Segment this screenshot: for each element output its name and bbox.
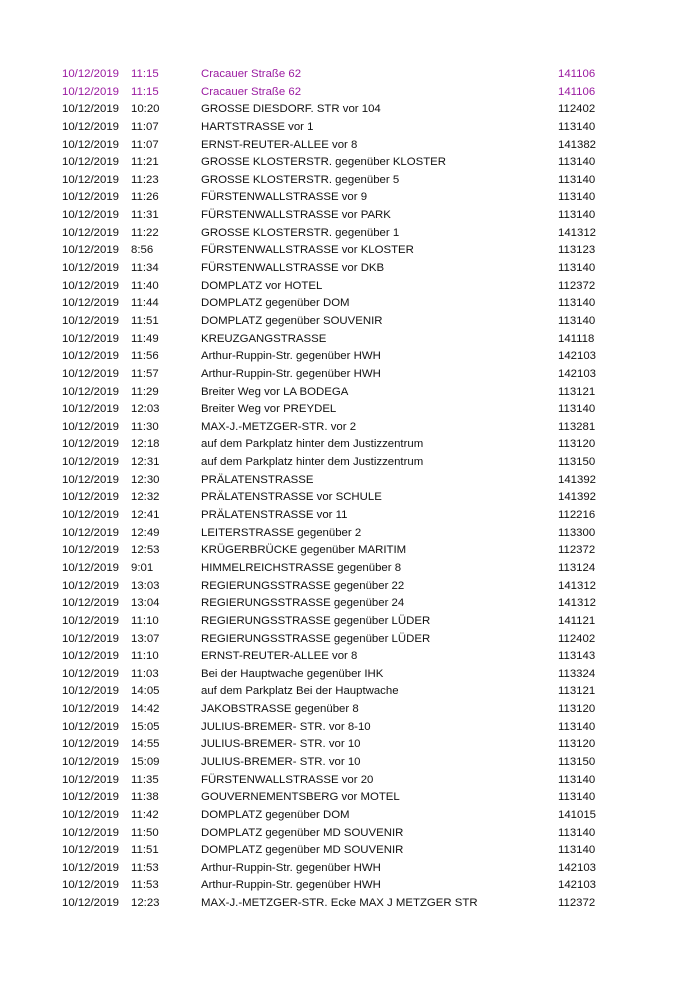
record-location: KRÜGERBRÜCKE gegenüber MARITIM	[201, 544, 407, 557]
record-time: 11:26	[131, 191, 159, 204]
record-code: 113140	[558, 209, 596, 222]
record-location: FÜRSTENWALLSTRASSE vor DKB	[201, 262, 385, 275]
record-location: Arthur-Ruppin-Str. gegenüber HWH	[201, 367, 381, 380]
record-time: 13:03	[131, 579, 160, 592]
record-date: 10/12/2019	[62, 420, 120, 433]
record-row	[0, 701, 700, 719]
record-code: 113140	[558, 297, 596, 310]
record-date: 10/12/2019	[62, 879, 120, 892]
record-time: 11:23	[131, 173, 159, 186]
record-row	[0, 895, 700, 913]
record-code: 141312	[558, 579, 597, 592]
record-code: 113140	[558, 844, 596, 857]
record-code: 141312	[558, 226, 597, 239]
record-time: 11:44	[131, 297, 159, 310]
record-time: 12:31	[131, 456, 160, 469]
record-location: Bei der Hauptwache gegenüber IHK	[201, 667, 384, 680]
record-row	[0, 719, 700, 737]
record-row	[0, 207, 700, 225]
record-date: 10/12/2019	[62, 544, 120, 557]
record-time: 9:01	[131, 561, 154, 574]
record-code: 113281	[558, 420, 596, 433]
record-time: 11:51	[131, 844, 159, 857]
record-location: GROSSE KLOSTERSTR. gegenüber 5	[201, 173, 400, 186]
record-date: 10/12/2019	[62, 650, 120, 663]
record-location: HIMMELREICHSTRASSE gegenüber 8	[201, 561, 402, 574]
record-location: MAX-J.-METZGER-STR. Ecke MAX J METZGER STR	[201, 897, 478, 910]
record-date: 10/12/2019	[62, 667, 120, 680]
record-location: KREUZGANGSTRASSE	[201, 332, 327, 345]
record-time: 11:07	[131, 138, 159, 151]
record-date: 10/12/2019	[62, 385, 120, 398]
record-code: 113120	[558, 438, 596, 451]
record-location: Cracauer Straße 62	[201, 68, 302, 80]
record-row	[0, 542, 700, 560]
record-row	[0, 154, 700, 172]
record-code: 113121	[558, 685, 596, 698]
record-location: LEITERSTRASSE gegenüber 2	[201, 526, 362, 539]
record-location: Arthur-Ruppin-Str. gegenüber HWH	[201, 879, 381, 892]
record-location: Arthur-Ruppin-Str. gegenüber HWH	[201, 861, 381, 874]
record-date: 10/12/2019	[62, 332, 120, 345]
record-date: 10/12/2019	[62, 808, 120, 821]
record-time: 11:50	[131, 826, 159, 839]
record-date: 10/12/2019	[62, 456, 120, 469]
record-code: 112372	[558, 544, 596, 557]
record-row	[0, 172, 700, 190]
record-row	[0, 613, 700, 631]
record-code: 113120	[558, 738, 596, 751]
record-time: 11:15	[131, 85, 159, 98]
record-time: 11:40	[131, 279, 159, 292]
record-code: 113140	[558, 720, 596, 733]
record-location: Cracauer Straße 62	[201, 85, 302, 98]
record-code: 112372	[558, 897, 596, 910]
record-code: 141015	[558, 808, 597, 821]
record-time: 11:57	[131, 367, 159, 380]
record-row	[0, 578, 700, 596]
record-location: HARTSTRASSE vor 1	[201, 120, 314, 133]
record-code: 141312	[558, 597, 597, 610]
record-location: Arthur-Ruppin-Str. gegenüber HWH	[201, 350, 381, 363]
record-row	[0, 807, 700, 825]
record-date: 10/12/2019	[62, 579, 120, 592]
record-time: 11:21	[131, 156, 159, 169]
record-row	[0, 313, 700, 331]
record-date: 10/12/2019	[62, 738, 120, 751]
record-time: 11:22	[131, 226, 159, 239]
record-code: 113140	[558, 120, 596, 133]
record-time: 11:31	[131, 209, 159, 222]
record-time: 13:07	[131, 632, 160, 645]
record-location: FÜRSTENWALLSTRASSE vor KLOSTER	[201, 244, 414, 257]
record-location: GOUVERNEMENTSBERG vor MOTEL	[201, 791, 400, 804]
record-location: JULIUS-BREMER- STR. vor 8-10	[201, 720, 371, 733]
record-row	[0, 595, 700, 613]
record-row	[0, 772, 700, 790]
record-row	[0, 242, 700, 260]
record-date: 10/12/2019	[62, 120, 120, 133]
record-row	[0, 648, 700, 666]
record-row	[0, 683, 700, 701]
record-time: 12:30	[131, 473, 160, 486]
record-location: JULIUS-BREMER- STR. vor 10	[201, 755, 361, 768]
record-time: 15:05	[131, 720, 160, 733]
record-date: 10/12/2019	[62, 755, 120, 768]
record-row	[0, 825, 700, 843]
record-code: 141106	[558, 85, 596, 98]
record-date: 10/12/2019	[62, 85, 120, 98]
record-location: DOMPLATZ gegenüber MD SOUVENIR	[201, 826, 404, 839]
record-code: 113140	[558, 156, 596, 169]
record-code: 142103	[558, 350, 597, 363]
record-location: JAKOBSTRASSE gegenüber 8	[201, 703, 359, 716]
record-time: 11:29	[131, 385, 159, 398]
record-code: 141392	[558, 473, 597, 486]
record-code: 112402	[558, 103, 596, 116]
record-date: 10/12/2019	[62, 103, 120, 116]
record-location: REGIERUNGSSTRASSE gegenüber 24	[201, 597, 405, 610]
record-row	[0, 278, 700, 296]
record-time: 12:23	[131, 897, 160, 910]
record-location: REGIERUNGSSTRASSE gegenüber LÜDER	[201, 632, 431, 645]
record-time: 14:42	[131, 703, 160, 716]
record-time: 12:53	[131, 544, 160, 557]
record-code: 112216	[558, 509, 596, 522]
record-date: 10/12/2019	[62, 561, 120, 574]
record-code: 113150	[558, 755, 596, 768]
record-date: 10/12/2019	[62, 526, 120, 539]
record-code: 113124	[558, 561, 596, 574]
record-row	[0, 560, 700, 578]
record-code: 113140	[558, 314, 596, 327]
record-row	[0, 331, 700, 349]
record-time: 11:56	[131, 350, 159, 363]
record-code: 113324	[558, 667, 596, 680]
record-location: auf dem Parkplatz hinter dem Justizzentrum	[201, 438, 424, 451]
record-location: GROSSE KLOSTERSTR. gegenüber KLOSTER	[201, 156, 446, 169]
record-date: 10/12/2019	[62, 597, 120, 610]
record-code: 113150	[558, 456, 596, 469]
record-row	[0, 454, 700, 472]
record-location: FÜRSTENWALLSTRASSE vor 9	[201, 191, 368, 204]
record-code: 113140	[558, 262, 596, 275]
record-date: 10/12/2019	[62, 244, 120, 257]
record-row	[0, 736, 700, 754]
record-date: 10/12/2019	[62, 226, 120, 239]
record-row	[0, 877, 700, 895]
record-code: 113143	[558, 650, 596, 663]
record-location: ERNST-REUTER-ALLEE vor 8	[201, 138, 358, 151]
record-code: 113140	[558, 173, 596, 186]
record-row	[0, 789, 700, 807]
record-row	[0, 436, 700, 454]
record-row	[0, 101, 700, 119]
record-row	[0, 754, 700, 772]
record-code: 141118	[558, 332, 595, 345]
record-code: 142103	[558, 367, 597, 380]
record-date: 10/12/2019	[62, 826, 120, 839]
record-time: 11:10	[131, 614, 159, 627]
record-time: 11:53	[131, 861, 159, 874]
record-time: 11:07	[131, 120, 159, 133]
record-code: 112402	[558, 632, 596, 645]
record-code: 141121	[558, 614, 596, 627]
record-row	[0, 225, 700, 243]
record-code: 141106	[558, 68, 596, 80]
record-time: 14:05	[131, 685, 160, 698]
record-location: REGIERUNGSSTRASSE gegenüber LÜDER	[201, 614, 431, 627]
record-row	[0, 419, 700, 437]
record-date: 10/12/2019	[62, 844, 120, 857]
record-time: 15:09	[131, 755, 160, 768]
record-date: 10/12/2019	[62, 68, 120, 80]
record-time: 11:42	[131, 808, 159, 821]
record-code: 142103	[558, 861, 597, 874]
record-date: 10/12/2019	[62, 720, 120, 733]
record-location: GROSSE DIESDORF. STR vor 104	[201, 103, 381, 116]
record-row	[0, 525, 700, 543]
record-code: 113140	[558, 791, 596, 804]
record-code: 113120	[558, 703, 596, 716]
record-date: 10/12/2019	[62, 703, 120, 716]
record-row	[0, 119, 700, 137]
record-location: FÜRSTENWALLSTRASSE vor 20	[201, 773, 374, 786]
record-code: 113123	[558, 244, 596, 257]
record-location: Breiter Weg vor LA BODEGA	[201, 385, 349, 398]
record-row	[0, 860, 700, 878]
record-date: 10/12/2019	[62, 685, 120, 698]
record-code: 113121	[558, 385, 596, 398]
record-date: 10/12/2019	[62, 314, 120, 327]
record-time: 11:51	[131, 314, 159, 327]
record-location: DOMPLATZ gegenüber DOM	[201, 297, 350, 310]
record-time: 11:38	[131, 791, 159, 804]
record-time: 8:56	[131, 244, 154, 257]
record-date: 10/12/2019	[62, 861, 120, 874]
record-row	[0, 295, 700, 313]
record-location: FÜRSTENWALLSTRASSE vor PARK	[201, 209, 391, 222]
record-row	[0, 489, 700, 507]
record-code: 113140	[558, 826, 596, 839]
record-row	[0, 84, 700, 102]
record-date: 10/12/2019	[62, 367, 120, 380]
record-row	[0, 137, 700, 155]
record-location: PRÄLATENSTRASSE vor SCHULE	[201, 491, 382, 504]
record-row	[0, 348, 700, 366]
record-location: JULIUS-BREMER- STR. vor 10	[201, 738, 361, 751]
record-time: 12:03	[131, 403, 160, 416]
record-row	[0, 66, 700, 84]
record-time: 12:49	[131, 526, 160, 539]
record-date: 10/12/2019	[62, 773, 120, 786]
record-date: 10/12/2019	[62, 138, 120, 151]
record-date: 10/12/2019	[62, 897, 120, 910]
record-date: 10/12/2019	[62, 438, 120, 451]
record-location: PRÄLATENSTRASSE vor 11	[201, 509, 348, 522]
record-time: 10:20	[131, 103, 160, 116]
record-list	[0, 66, 700, 913]
record-date: 10/12/2019	[62, 297, 120, 310]
record-row	[0, 631, 700, 649]
record-time: 11:49	[131, 332, 159, 345]
record-date: 10/12/2019	[62, 491, 120, 504]
record-location: ERNST-REUTER-ALLEE vor 8	[201, 650, 358, 663]
record-code: 141382	[558, 138, 597, 151]
record-date: 10/12/2019	[62, 403, 120, 416]
record-row	[0, 842, 700, 860]
record-location: DOMPLATZ vor HOTEL	[201, 279, 323, 292]
record-code: 141392	[558, 491, 597, 504]
record-location: Breiter Weg vor PREYDEL	[201, 403, 337, 416]
record-date: 10/12/2019	[62, 262, 120, 275]
record-time: 11:15	[131, 68, 159, 80]
record-date: 10/12/2019	[62, 279, 120, 292]
record-row	[0, 189, 700, 207]
record-row	[0, 472, 700, 490]
record-time: 11:10	[131, 650, 159, 663]
record-date: 10/12/2019	[62, 156, 120, 169]
record-time: 11:30	[131, 420, 159, 433]
record-date: 10/12/2019	[62, 632, 120, 645]
record-code: 142103	[558, 879, 597, 892]
record-date: 10/12/2019	[62, 350, 120, 363]
record-location: GROSSE KLOSTERSTR. gegenüber 1	[201, 226, 400, 239]
record-row	[0, 666, 700, 684]
record-location: PRÄLATENSTRASSE	[201, 473, 314, 486]
record-time: 12:32	[131, 491, 160, 504]
record-date: 10/12/2019	[62, 473, 120, 486]
record-time: 12:18	[131, 438, 160, 451]
record-time: 13:04	[131, 597, 160, 610]
record-location: DOMPLATZ gegenüber SOUVENIR	[201, 314, 383, 327]
record-time: 11:03	[131, 667, 159, 680]
record-location: DOMPLATZ gegenüber DOM	[201, 808, 350, 821]
record-code: 113140	[558, 773, 596, 786]
record-time: 11:35	[131, 773, 159, 786]
record-row	[0, 260, 700, 278]
record-row	[0, 384, 700, 402]
record-date: 10/12/2019	[62, 191, 120, 204]
record-date: 10/12/2019	[62, 509, 120, 522]
record-row	[0, 401, 700, 419]
record-date: 10/12/2019	[62, 614, 120, 627]
record-time: 12:41	[131, 509, 160, 522]
record-code: 113140	[558, 403, 596, 416]
record-location: MAX-J.-METZGER-STR. vor 2	[201, 420, 357, 433]
record-location: REGIERUNGSSTRASSE gegenüber 22	[201, 579, 405, 592]
record-location: auf dem Parkplatz Bei der Hauptwache	[201, 685, 399, 698]
record-code: 113140	[558, 191, 596, 204]
record-code: 112372	[558, 279, 596, 292]
record-date: 10/12/2019	[62, 791, 120, 804]
record-time: 14:55	[131, 738, 160, 751]
record-row	[0, 507, 700, 525]
record-time: 11:53	[131, 879, 159, 892]
record-location: DOMPLATZ gegenüber MD SOUVENIR	[201, 844, 404, 857]
record-code: 113300	[558, 526, 596, 539]
record-date: 10/12/2019	[62, 173, 120, 186]
record-date: 10/12/2019	[62, 209, 120, 222]
record-location: auf dem Parkplatz hinter dem Justizzentrum	[201, 456, 424, 469]
record-row	[0, 366, 700, 384]
record-time: 11:34	[131, 262, 159, 275]
